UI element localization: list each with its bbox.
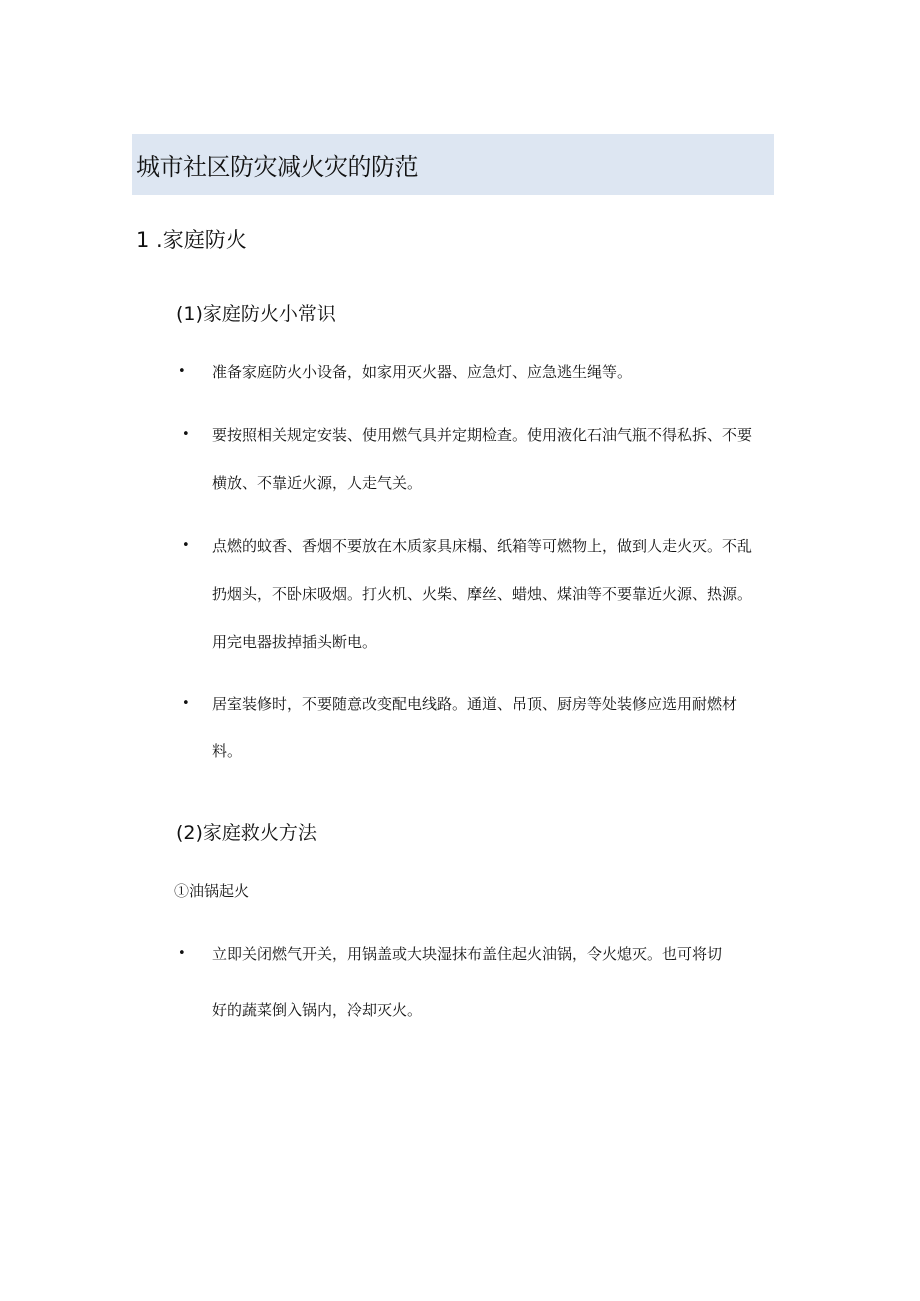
list-item-text: 要按照相关规定安装、使用燃气具并定期检查。使用液化石油气瓶不得私拆、不要 — [212, 426, 753, 444]
page-title: 城市社区防灾减火灾的防范 — [136, 153, 418, 181]
list-item-text: 居室装修时，不要随意改变配电线路。通道、吊顶、厨房等处装修应选用耐燃材 — [212, 695, 738, 713]
section-heading-home-fire-prevention: 1 .家庭防火 — [136, 228, 247, 252]
subsection-heading-fire-tips: (1)家庭防火小常识 — [176, 303, 336, 325]
bullet-icon: • — [178, 364, 186, 379]
list-item-text: 扔烟头，不卧床吸烟。打火机、火柴、摩丝、蜡烛、煤油等不要靠近火源、热源。 — [212, 585, 753, 603]
bullet-icon: • — [182, 696, 190, 711]
list-item-text: 用完电器拔掉插头断电。 — [212, 633, 378, 651]
subsection-heading-home-firefighting: (2)家庭救火方法 — [176, 822, 317, 844]
bullet-icon: • — [182, 538, 190, 553]
list-item-text: 横放、不靠近火源，人走气关。 — [212, 474, 423, 492]
bullet-icon: • — [182, 427, 190, 442]
list-item-text: 料。 — [212, 742, 243, 760]
list-item-text: 点燃的蚊香、香烟不要放在木质家具床榻、纸箱等可燃物上，做到人走火灭。不乱 — [212, 537, 753, 555]
list-item-text: 立即关闭燃气开关，用锅盖或大块湿抹布盖住起火油锅，令火熄灭。也可将切 — [212, 945, 723, 963]
list-item-text: 好的蔬菜倒入锅内，冷却灭火。 — [212, 1001, 423, 1019]
sub-heading-oil-pan-fire: ①油锅起火 — [174, 882, 250, 900]
bullet-icon: • — [178, 946, 186, 961]
title-band — [132, 134, 774, 195]
list-item-text: 准备家庭防火小设备，如家用灭火器、应急灯、应急逃生绳等。 — [212, 363, 633, 381]
